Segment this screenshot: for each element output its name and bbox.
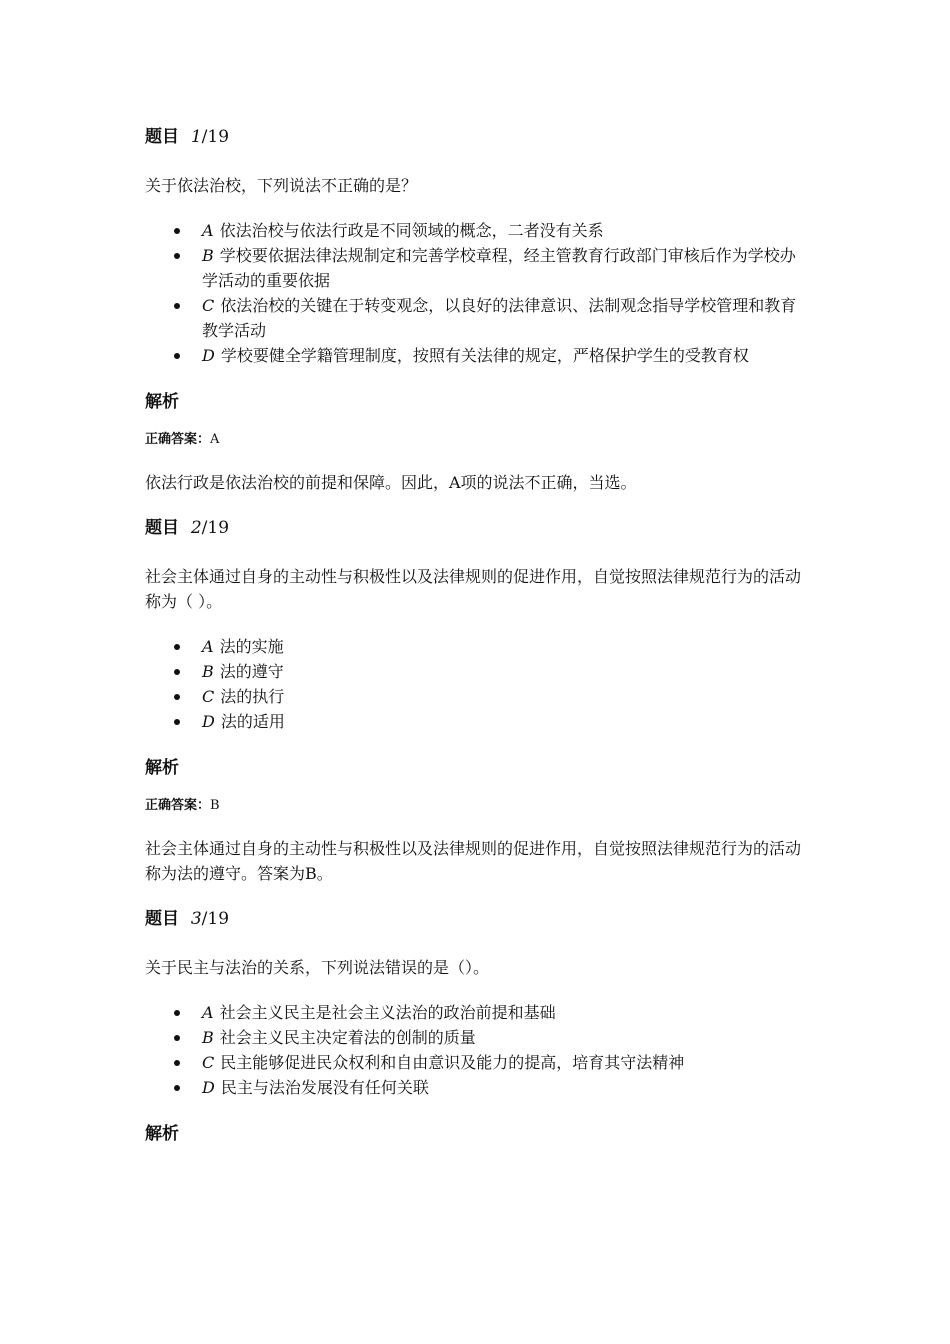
question-number: 3 <box>190 909 202 929</box>
bullet-icon <box>174 353 180 359</box>
bullet-icon <box>174 228 180 234</box>
option-letter: B <box>202 246 214 265</box>
option-letter: D <box>202 712 215 731</box>
option-letter: C <box>202 1053 215 1072</box>
option-text: 法的遵守 <box>219 662 284 681</box>
question-heading-label: 题目 <box>145 127 179 147</box>
question-total: /19 <box>201 909 230 929</box>
option-item <box>145 634 810 659</box>
option-text: 法的适用 <box>220 712 285 731</box>
option-item <box>145 293 810 343</box>
bullet-icon <box>174 1010 180 1016</box>
option-text: 法的执行 <box>220 687 285 706</box>
option-text: 社会主义民主是社会主义法治的政治前提和基础 <box>219 1003 556 1022</box>
option-list <box>145 218 810 368</box>
option-list <box>145 1000 810 1100</box>
bullet-icon <box>174 694 180 700</box>
bullet-icon <box>174 1060 180 1066</box>
question-block <box>145 907 810 1146</box>
option-text: 社会主义民主决定着法的创制的质量 <box>219 1028 476 1047</box>
explanation-text: 社会主体通过自身的主动性与积极性以及法律规则的促进作用，自觉按照法律规范行为的活动称为法的遵守。答案为B。 <box>145 839 802 883</box>
option-item <box>145 343 810 368</box>
answer-value: B <box>210 798 220 813</box>
option-item <box>145 1050 810 1075</box>
bullet-icon <box>174 719 180 725</box>
bullet-icon <box>174 644 180 650</box>
document-page <box>145 120 810 1146</box>
option-item <box>145 1000 810 1025</box>
answer-label: 正确答案： <box>145 432 211 447</box>
question-heading-label: 题目 <box>145 518 179 538</box>
question-total: /19 <box>201 127 230 147</box>
option-letter: C <box>202 687 215 706</box>
option-text: 依法治校的关键在于转变观念，以良好的法律意识、法制观念指导学校管理和教育教学活动 <box>202 296 797 340</box>
analysis-title: 解析 <box>145 1124 179 1144</box>
option-text: 依法治校与依法行政是不同领域的概念，二者没有关系 <box>219 221 604 240</box>
option-item <box>145 243 810 293</box>
option-text: 学校要健全学籍管理制度，按照有关法律的规定，严格保护学生的受教育权 <box>220 346 749 365</box>
question-number: 2 <box>190 518 202 538</box>
bullet-icon <box>174 1035 180 1041</box>
option-item <box>145 709 810 734</box>
option-text: 法的实施 <box>219 637 284 656</box>
option-item <box>145 659 810 684</box>
option-letter: C <box>202 296 215 315</box>
option-letter: A <box>202 1003 214 1022</box>
option-item <box>145 1075 810 1100</box>
question-block <box>145 125 810 495</box>
option-list <box>145 634 810 734</box>
question-total: /19 <box>201 518 230 538</box>
correct-answer <box>145 796 810 816</box>
option-text: 民主能够促进民众权利和自由意识及能力的提高，培育其守法精神 <box>220 1053 685 1072</box>
question-heading <box>145 125 810 149</box>
option-letter: D <box>202 346 215 365</box>
option-letter: A <box>202 637 214 656</box>
question-heading-label: 题目 <box>145 909 179 929</box>
bullet-icon <box>174 669 180 675</box>
analysis-title: 解析 <box>145 392 179 412</box>
question-heading <box>145 907 810 931</box>
answer-label: 正确答案： <box>145 798 211 813</box>
option-text: 学校要依据法律法规制定和完善学校章程，经主管教育行政部门审核后作为学校办学活动的重要依据 <box>202 246 796 290</box>
question-stem: 关于依法治校，下列说法不正确的是？ <box>145 176 418 195</box>
answer-value: A <box>210 432 220 447</box>
option-letter: B <box>202 1028 214 1047</box>
option-text: 民主与法治发展没有任何关联 <box>220 1078 429 1097</box>
correct-answer <box>145 430 810 450</box>
option-item <box>145 218 810 243</box>
explanation-text: 依法行政是依法治校的前提和保障。因此，A项的说法不正确，当选。 <box>145 473 637 492</box>
option-letter: B <box>202 662 214 681</box>
question-number: 1 <box>190 127 202 147</box>
question-heading <box>145 516 810 540</box>
question-stem: 关于民主与法治的关系，下列说法错误的是（）。 <box>145 958 490 977</box>
option-letter: D <box>202 1078 215 1097</box>
bullet-icon <box>174 303 180 309</box>
option-item <box>145 1025 810 1050</box>
question-stem: 社会主体通过自身的主动性与积极性以及法律规则的促进作用，自觉按照法律规范行为的活动称为（ ）。 <box>145 567 802 611</box>
bullet-icon <box>174 1085 180 1091</box>
option-item <box>145 684 810 709</box>
bullet-icon <box>174 253 180 259</box>
question-block <box>145 516 810 886</box>
analysis-title: 解析 <box>145 758 179 778</box>
option-letter: A <box>202 221 214 240</box>
